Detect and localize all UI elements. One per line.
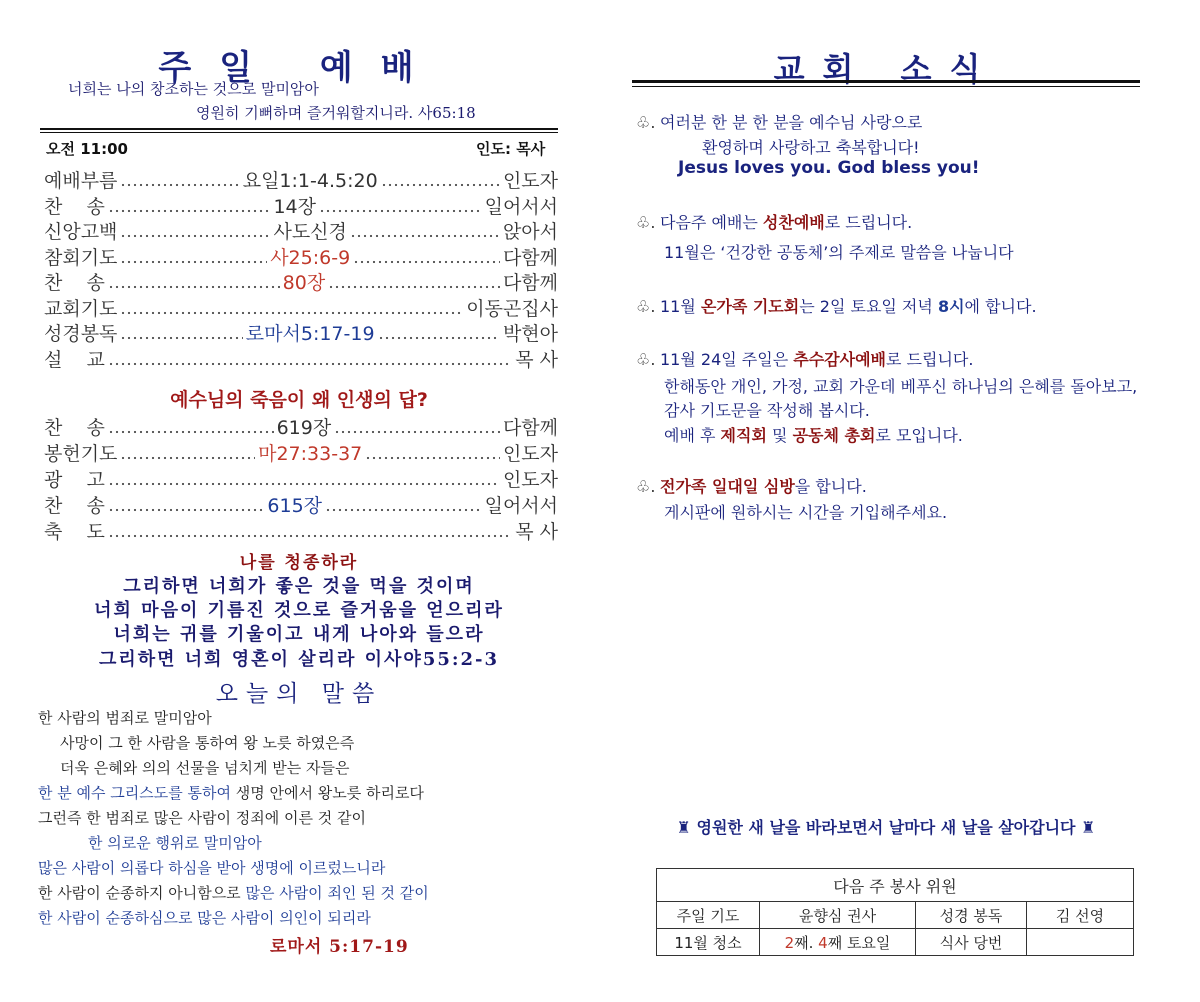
worship-title: 주일 예배 bbox=[158, 48, 442, 88]
order-item-name: 찬 송 bbox=[44, 495, 105, 517]
dot-leader bbox=[334, 430, 500, 434]
word-line: 사망이 그 한 사람을 통하여 왕 노릇 하였은즉 bbox=[60, 734, 355, 752]
dot-leader bbox=[108, 362, 512, 366]
dot-leader bbox=[108, 430, 274, 434]
order-row bbox=[44, 492, 558, 518]
order-item-name: 성경봉독 bbox=[44, 323, 118, 345]
dot-leader bbox=[120, 234, 270, 238]
order-item-responsible: 다함께 bbox=[502, 246, 559, 269]
news-item-4-line3: 감사 기도문을 작성해 봅시다. bbox=[664, 401, 870, 420]
table-row bbox=[657, 929, 1134, 956]
order-item-responsible: 인도자 bbox=[502, 170, 559, 192]
order-item-detail: 619장 bbox=[276, 417, 332, 439]
order-item-detail: 80장 bbox=[282, 272, 326, 294]
news-item-4-line4: 예배 후 제직회 및 공동체 총회로 모입니다. bbox=[664, 426, 963, 445]
order-item-responsible: 인도자 bbox=[502, 469, 558, 491]
dot-leader bbox=[353, 260, 500, 264]
word-line: 한 사람의 범죄로 말미암아 bbox=[38, 709, 212, 727]
order-row bbox=[44, 346, 558, 372]
word-reference: 로마서 5:17-19 bbox=[270, 937, 409, 957]
service-leader: 인도: 목사 bbox=[476, 140, 546, 158]
order-item-name: 광 고 bbox=[44, 469, 105, 491]
order-item-detail: 로마서5:17-19 bbox=[245, 323, 375, 345]
order-row bbox=[44, 466, 558, 492]
word-line: 한 사람이 순종하지 아니함으로 많은 사람이 죄인 된 것 같이 bbox=[38, 884, 429, 902]
order-item-name: 찬 송 bbox=[44, 272, 105, 294]
order-item-responsible: 목 사 bbox=[515, 348, 558, 371]
news-item-5: ♧. 전가족 일대일 심방을 합니다. bbox=[636, 477, 867, 496]
order-item-name: 예배부름 bbox=[44, 170, 118, 192]
order-item-detail: 615장 bbox=[267, 495, 323, 517]
service-time: 오전 11:00 bbox=[46, 140, 128, 158]
dot-leader bbox=[378, 336, 500, 340]
scripture-heading: 나를 청종하라 bbox=[239, 553, 359, 573]
order-row bbox=[44, 269, 558, 295]
order-row bbox=[44, 167, 558, 193]
top-verse-line2: 영원히 기뻐하며 즐거워할지니라. 사65:18 bbox=[196, 104, 476, 122]
news-item-3: ♧. 11월 온가족 기도회는 2일 토요일 저녁 8시에 합니다. bbox=[636, 297, 1037, 316]
order-item-responsible: 이동곤집사 bbox=[466, 297, 558, 320]
service-volunteers-table bbox=[656, 868, 1134, 956]
crown-icon: ♜ bbox=[1081, 818, 1096, 837]
news-item-4: ♧. 11월 24일 주일은 추수감사예배로 드립니다. bbox=[636, 350, 974, 369]
divider bbox=[632, 86, 1140, 87]
order-item-responsible: 목 사 bbox=[515, 521, 558, 543]
divider bbox=[40, 128, 558, 130]
blessing-line: Jesus loves you. God bless you! bbox=[678, 158, 980, 178]
scripture-line: 그리하면 너희가 좋은 것을 먹을 것이며 bbox=[123, 576, 475, 597]
order-item-name: 봉헌기도 bbox=[44, 443, 118, 465]
order-item-responsible: 일어서서 bbox=[484, 195, 559, 218]
dot-leader bbox=[120, 456, 255, 460]
dot-leader bbox=[365, 456, 500, 460]
order-item-detail: 14장 bbox=[273, 195, 316, 218]
dot-leader bbox=[350, 234, 500, 238]
dot-leader bbox=[120, 183, 239, 187]
news-item-2: ♧. 다음주 예배는 성찬예배로 드립니다. bbox=[636, 213, 913, 232]
order-item-name: 축 도 bbox=[44, 521, 105, 543]
scripture-line: 너희는 귀를 기울이고 내게 나아와 들으라 bbox=[113, 624, 485, 645]
word-line: 그런즉 한 범죄로 많은 사람이 정죄에 이른 것 같이 bbox=[38, 809, 366, 827]
order-item-responsible: 다함께 bbox=[502, 417, 558, 439]
crown-icon: ♜ bbox=[676, 818, 691, 837]
order-row bbox=[44, 320, 558, 346]
order-item-responsible: 앉아서 bbox=[502, 221, 558, 243]
order-item-responsible: 박현아 bbox=[502, 323, 558, 345]
dot-leader bbox=[108, 209, 271, 213]
order-item-name: 교회기도 bbox=[44, 297, 118, 320]
order-item-responsible: 일어서서 bbox=[484, 495, 559, 517]
order-item-detail: 요일1:1-4.5:20 bbox=[242, 170, 378, 192]
order-item-detail: 사도신경 bbox=[273, 221, 347, 243]
dot-leader bbox=[108, 285, 280, 289]
order-item-detail: 사25:6-9 bbox=[270, 246, 351, 269]
order-item-name: 찬 송 bbox=[44, 417, 105, 439]
table-row bbox=[657, 902, 1134, 929]
order-row bbox=[44, 244, 558, 270]
dot-leader bbox=[328, 285, 500, 289]
dot-leader bbox=[381, 183, 500, 187]
word-line: 더욱 은혜와 의의 선물을 넘치게 받는 자들은 bbox=[60, 759, 350, 777]
dot-leader bbox=[120, 336, 242, 340]
word-line: 한 사람이 순종하심으로 많은 사람이 의인이 되리라 bbox=[38, 909, 371, 927]
scripture-line: 너희 마음이 기름진 것으로 즐거움을 얻으리라 bbox=[94, 600, 504, 621]
dot-leader bbox=[120, 311, 463, 315]
order-item-detail: 마27:33-37 bbox=[258, 443, 363, 465]
table-cell: 윤향심 권사 bbox=[760, 902, 916, 929]
word-line: 많은 사람이 의롭다 하심을 받아 생명에 이르렀느니라 bbox=[38, 859, 386, 877]
order-row bbox=[44, 193, 558, 219]
order-row bbox=[44, 440, 558, 466]
scripture-line: 그리하면 너희 영혼이 살리라 이사야55:2-3 bbox=[98, 649, 500, 670]
clover-icon: ♧. bbox=[636, 350, 656, 369]
dot-leader bbox=[325, 508, 482, 512]
clover-icon: ♧. bbox=[636, 297, 656, 316]
order-row bbox=[44, 414, 558, 440]
dot-leader bbox=[108, 534, 512, 538]
church-news-title: 교회 소식 bbox=[773, 50, 999, 88]
clover-icon: ♧. bbox=[636, 213, 656, 232]
order-item-name: 설 교 bbox=[44, 348, 105, 371]
news-item-2-line2: 11월은 ‘건강한 공동체’의 주제로 말씀을 나눕니다 bbox=[664, 243, 1014, 262]
order-item-name: 신앙고백 bbox=[44, 221, 118, 243]
order-item-name: 참회기도 bbox=[44, 246, 118, 269]
dot-leader bbox=[319, 209, 482, 213]
table-title: 다음 주 봉사 위원 bbox=[657, 869, 1134, 902]
order-row bbox=[44, 218, 558, 244]
order-item-responsible: 인도자 bbox=[502, 443, 559, 465]
table-cell: 식사 당번 bbox=[916, 929, 1027, 956]
table-cell: 김 선영 bbox=[1027, 902, 1134, 929]
table-cell bbox=[1027, 929, 1134, 956]
sermon-title: 예수님의 죽음이 왜 인생의 답? bbox=[170, 389, 428, 411]
word-line: 한 의로운 행위로 말미암아 bbox=[88, 834, 262, 852]
todays-word-title: 오늘의 말씀 bbox=[215, 681, 383, 707]
clover-icon: ♧. bbox=[636, 113, 656, 132]
news-item-5-line2: 게시판에 원하시는 시간을 기입해주세요. bbox=[664, 503, 948, 522]
top-verse-line1: 너희는 나의 창조하는 것으로 말미암아 bbox=[68, 80, 319, 98]
order-item-responsible: 다함께 bbox=[502, 272, 558, 294]
dot-leader bbox=[108, 508, 265, 512]
divider bbox=[40, 132, 558, 133]
order-item-name: 찬 송 bbox=[44, 195, 105, 218]
news-item-1-line2: 환영하며 사랑하고 축복합니다! bbox=[702, 138, 920, 157]
table-cell: 성경 봉독 bbox=[916, 902, 1027, 929]
order-row bbox=[44, 295, 558, 321]
news-item-4-line2: 한해동안 개인, 가정, 교회 가운데 베푸신 하나님의 은혜를 돌아보고, bbox=[664, 377, 1138, 396]
divider bbox=[632, 80, 1140, 83]
table-cell: 2째. 4째 토요일 bbox=[760, 929, 916, 956]
table-cell: 11월 청소 bbox=[657, 929, 760, 956]
word-line: 한 분 예수 그리스도를 통하여 생명 안에서 왕노릇 하리로다 bbox=[38, 784, 424, 802]
order-row bbox=[44, 518, 558, 544]
dot-leader bbox=[108, 482, 500, 486]
dot-leader bbox=[120, 260, 267, 264]
clover-icon: ♧. bbox=[636, 477, 656, 496]
table-cell: 주일 기도 bbox=[657, 902, 760, 929]
news-item-1: ♧. 여러분 한 분 한 분을 예수님 사랑으로 bbox=[636, 113, 923, 132]
motto: ♜ 영원한 새 날을 바라보면서 날마다 새 날을 살아갑니다 ♜ bbox=[676, 818, 1096, 837]
